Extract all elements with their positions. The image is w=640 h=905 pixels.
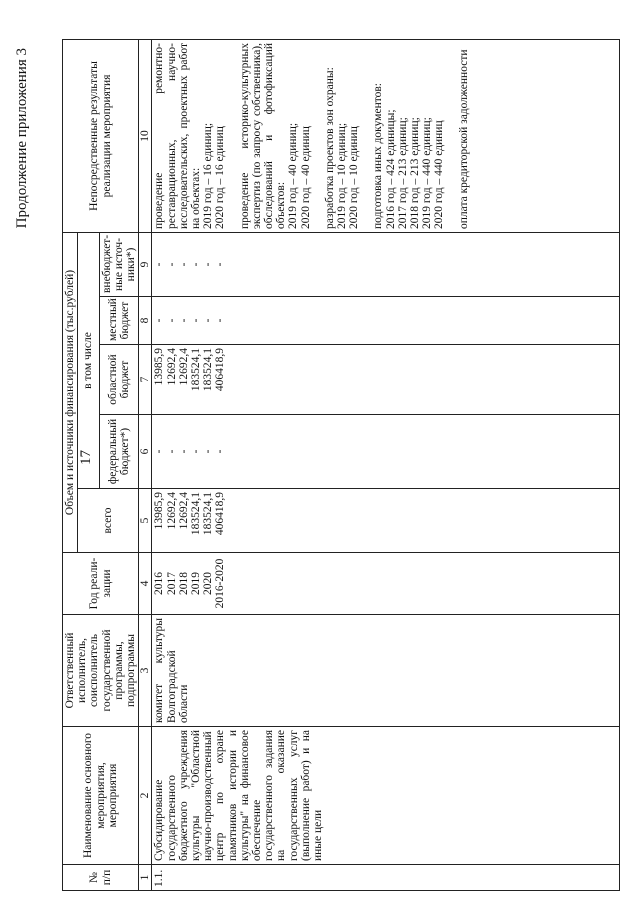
local-value: - (202, 318, 215, 323)
header-local: местный бюджет (99, 297, 139, 345)
col-number: 3 (139, 615, 152, 727)
header-results: Непосредственные результаты реализации мероприятия (63, 40, 139, 233)
row-local (152, 297, 620, 345)
header-extrabudget: внебюджет-ные источ-ники*) (99, 233, 139, 297)
row-regional (152, 345, 620, 415)
year-value: 2016-2020 (214, 558, 227, 609)
result-line: 2017 год – 213 единиц; (396, 117, 409, 229)
result-line: проведение историко-культурных экспертиз (по запросу собственника), обследований и фотофиксаций объектов: (238, 43, 288, 229)
regional-value: 183524,1 (190, 348, 203, 392)
row-years (152, 553, 620, 615)
row-extrabudget (152, 233, 620, 297)
total-value: 12692,4 (177, 492, 190, 530)
regional-value: 12692,4 (165, 348, 178, 386)
table-row (152, 40, 620, 891)
row-federal (152, 415, 620, 489)
federal-value: - (165, 449, 178, 454)
extrabudget-value: - (202, 262, 215, 267)
header-year: Год реали-зации (63, 553, 139, 615)
total-value: 183524,1 (190, 492, 203, 536)
col-number: 5 (139, 489, 152, 553)
col-number: 2 (139, 727, 152, 865)
result-line: проведение ремонтно-реставрационных, научно-исследовательских, проектных работ на объектах: (153, 43, 203, 229)
page-number: 17 (78, 450, 94, 465)
result-line: оплата кредиторской задолженности (457, 49, 470, 229)
header-funding: Объем и источники финансирования (тыс.рублей) (63, 233, 78, 553)
federal-value: - (177, 449, 190, 454)
col-number: 6 (139, 415, 152, 489)
local-value: - (177, 318, 190, 323)
regional-value: 12692,4 (177, 348, 190, 386)
regional-value: 183524,1 (202, 348, 215, 392)
program-table (62, 39, 620, 891)
extrabudget-value: - (153, 262, 166, 267)
row-results (152, 40, 620, 233)
result-line: 2020 год – 440 единиц (433, 120, 446, 229)
result-line: 2019 год – 440 единиц; (421, 117, 434, 229)
header-num: № п/п (63, 865, 139, 891)
result-line: 2018 год – 213 единиц; (409, 117, 422, 229)
year-value: 2016 (153, 572, 166, 595)
result-line: 2020 год – 16 единиц (214, 126, 227, 229)
result-line: 2020 год – 10 единиц (348, 126, 361, 229)
federal-value: - (202, 449, 215, 454)
regional-value: 406418,9 (214, 348, 227, 392)
local-value: - (190, 318, 203, 323)
col-number: 4 (139, 553, 152, 615)
local-value: - (153, 318, 166, 323)
col-number: 1 (139, 865, 152, 891)
result-line: 2019 год – 10 единиц; (336, 122, 349, 229)
total-value: 13985,9 (153, 492, 166, 530)
col-number: 8 (139, 297, 152, 345)
result-line: 2016 год – 424 единицы; (384, 109, 397, 229)
year-value: 2018 (177, 572, 190, 595)
continuation-header: Продолжение приложения 3 (14, 48, 30, 229)
local-value: - (214, 318, 227, 323)
year-value: 2019 (190, 572, 203, 595)
total-value: 406418,9 (214, 492, 227, 536)
row-executor: комитет культуры Волгоградской области (152, 615, 620, 727)
row-number: 1.1. (152, 865, 620, 891)
year-value: 2017 (165, 572, 178, 595)
row-total (152, 489, 620, 553)
regional-value: 13985,9 (153, 348, 166, 386)
row-name: Субсидирование государственного бюджетного учреждения культуры "Областной научно-производственный центр по охране памятников истории и культуры" на финансовое обеспечение государственного задания на оказание государственных услуг (выполнение работ) и на иные цели (152, 727, 620, 865)
result-line: подготовка иных документов: (372, 83, 385, 229)
federal-value: - (190, 449, 203, 454)
local-value: - (165, 318, 178, 323)
total-value: 12692,4 (165, 492, 178, 530)
col-number: 7 (139, 345, 152, 415)
federal-value: - (153, 449, 166, 454)
extrabudget-value: - (177, 262, 190, 267)
col-number: 10 (139, 40, 152, 233)
header-regional: областной бюджет (99, 345, 139, 415)
extrabudget-value: - (165, 262, 178, 267)
header-federal: федеральный бюджет*) (99, 415, 139, 489)
extrabudget-value: - (214, 262, 227, 267)
header-including: в том числе (78, 233, 99, 489)
year-value: 2020 (202, 572, 215, 595)
result-line: 2019 год – 16 единиц; (202, 122, 215, 229)
result-line: 2019 год – 40 единиц; (287, 122, 300, 229)
header-executor: Ответственный исполнитель, соисполнитель государственной программы, подпрограммы (63, 615, 139, 727)
col-number: 9 (139, 233, 152, 297)
result-line: 2020 год – 40 единиц (299, 126, 312, 229)
header-name: Наименование основного мероприятия, мероприятия (63, 727, 139, 865)
result-line: разработка проектов зон охраны: (323, 67, 336, 229)
total-value: 183524,1 (202, 492, 215, 536)
extrabudget-value: - (190, 262, 203, 267)
header-total: всего (78, 489, 139, 553)
federal-value: - (214, 449, 227, 454)
